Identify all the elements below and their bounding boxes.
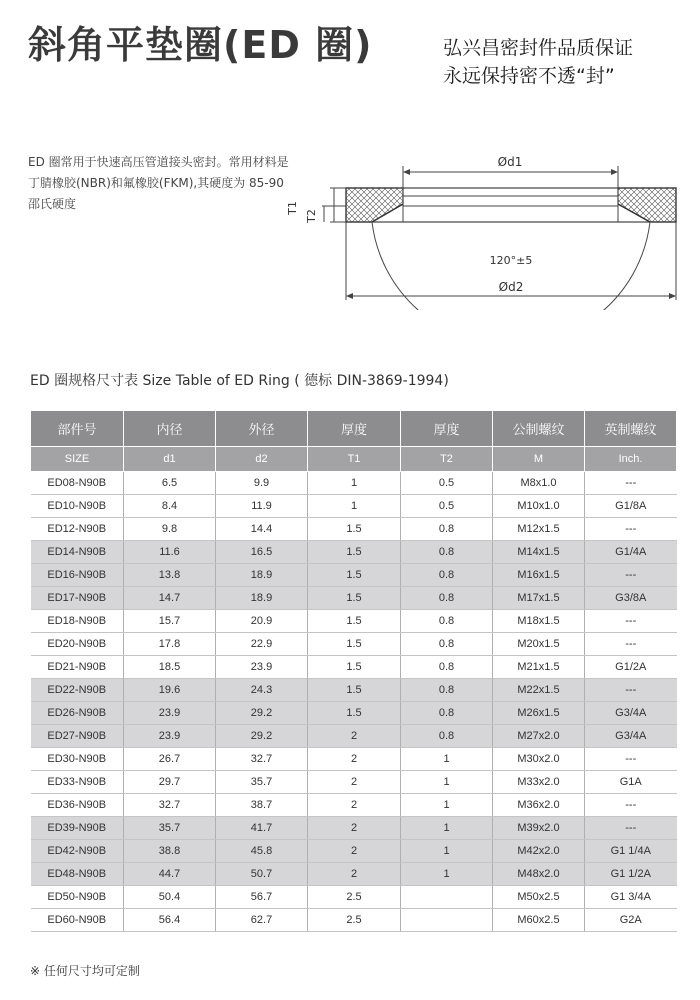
cell-t1: 2 [308,840,401,863]
cell-d2: 23.9 [216,656,308,679]
cell-t2: 0.8 [401,679,493,702]
cell-d2: 18.9 [216,587,308,610]
cell-d2: 41.7 [216,817,308,840]
subheader-d2: d2 [216,447,308,472]
cell-d1: 56.4 [124,909,216,932]
cell-d1: 50.4 [124,886,216,909]
cell-t1: 1.5 [308,564,401,587]
table-row [31,840,677,863]
page-title: 斜角平垫圈(ED 圈) [28,23,373,67]
table-row [31,748,677,771]
cell-t1: 1.5 [308,633,401,656]
cell-inch-thread: G3/4A [585,702,677,725]
label-t2: T2 [305,209,318,223]
cell-d2: 22.9 [216,633,308,656]
cell-inch-thread: --- [585,633,677,656]
cell-part-number: ED12-N90B [31,518,124,541]
cell-metric-thread: M14x1.5 [493,541,585,564]
seal-left-hatched [346,188,403,222]
cell-t1: 2.5 [308,886,401,909]
cell-t1: 1.5 [308,702,401,725]
ed-ring-cross-section-diagram [268,150,688,310]
cell-d2: 29.2 [216,725,308,748]
cell-t2: 0.8 [401,656,493,679]
cell-t2: 1 [401,794,493,817]
cell-inch-thread: --- [585,748,677,771]
cell-t1: 1.5 [308,679,401,702]
cell-part-number: ED21-N90B [31,656,124,679]
cell-t2: 0.8 [401,633,493,656]
cell-t2 [401,886,493,909]
thickness-dimensions [286,188,346,224]
subheader-d1: d1 [124,447,216,472]
cell-metric-thread: M16x1.5 [493,564,585,587]
cell-t2 [401,909,493,932]
cell-d1: 19.6 [124,679,216,702]
cell-d1: 8.4 [124,495,216,518]
cell-t1: 2 [308,817,401,840]
cell-t2: 1 [401,771,493,794]
table-row [31,610,677,633]
label-t1: T1 [286,201,299,215]
table-row [31,564,677,587]
cell-metric-thread: M18x1.5 [493,610,585,633]
table-subheader-row [31,447,677,472]
cell-metric-thread: M42x2.0 [493,840,585,863]
table-row [31,541,677,564]
cell-d2: 45.8 [216,840,308,863]
intro-paragraph: ED 圈常用于快速高压管道接头密封。常用材料是丁腈橡胶(NBR)和氟橡胶(FKM),其硬度为 85-90 邵氏硬度 [28,155,289,211]
cell-part-number: ED27-N90B [31,725,124,748]
cell-part-number: ED39-N90B [31,817,124,840]
cell-d1: 18.5 [124,656,216,679]
size-table [30,410,677,932]
table-row [31,633,677,656]
cell-metric-thread: M33x2.0 [493,771,585,794]
subheader-m: M [493,447,585,472]
cell-t1: 2 [308,863,401,886]
cell-d1: 23.9 [124,702,216,725]
cell-metric-thread: M36x2.0 [493,794,585,817]
cell-t2: 0.8 [401,587,493,610]
header-inch-thread: 英制螺纹 [585,411,677,447]
cell-inch-thread: --- [585,564,677,587]
cell-t2: 0.5 [401,495,493,518]
cell-d2: 29.2 [216,702,308,725]
cell-inch-thread: G1 1/4A [585,840,677,863]
footnote: ※ 任何尺寸均可定制 [30,964,140,978]
cell-t2: 1 [401,748,493,771]
cell-part-number: ED16-N90B [31,564,124,587]
cell-inch-thread: G1/2A [585,656,677,679]
cell-d1: 29.7 [124,771,216,794]
cell-part-number: ED14-N90B [31,541,124,564]
cell-metric-thread: M27x2.0 [493,725,585,748]
cell-t1: 2.5 [308,909,401,932]
cell-inch-thread: --- [585,794,677,817]
table-row [31,518,677,541]
cell-t2: 0.5 [401,472,493,495]
cell-inch-thread: --- [585,817,677,840]
cell-d2: 9.9 [216,472,308,495]
cell-part-number: ED33-N90B [31,771,124,794]
d1-dimension [403,155,618,188]
cell-t1: 1.5 [308,610,401,633]
cell-metric-thread: M12x1.5 [493,518,585,541]
table-title: ED 圈规格尺寸表 Size Table of ED Ring ( 德标 DIN-3869-1994) [30,373,449,389]
cell-t1: 2 [308,725,401,748]
table-row [31,679,677,702]
cell-metric-thread: M50x2.5 [493,886,585,909]
cell-t2: 0.8 [401,610,493,633]
cell-metric-thread: M20x1.5 [493,633,585,656]
cell-inch-thread: --- [585,610,677,633]
slogan [443,34,633,90]
cell-d1: 23.9 [124,725,216,748]
cell-part-number: ED18-N90B [31,610,124,633]
cell-d2: 24.3 [216,679,308,702]
table-row [31,495,677,518]
cell-t2: 0.8 [401,702,493,725]
cell-part-number: ED42-N90B [31,840,124,863]
cell-t1: 1 [308,495,401,518]
cell-d2: 20.9 [216,610,308,633]
header-thickness-t2: 厚度 [401,411,493,447]
cell-t2: 0.8 [401,518,493,541]
cell-d2: 56.7 [216,886,308,909]
subheader-t1: T1 [308,447,401,472]
cell-d2: 14.4 [216,518,308,541]
label-d2: Ød2 [498,280,524,294]
cell-d2: 50.7 [216,863,308,886]
cell-d1: 26.7 [124,748,216,771]
cell-t2: 1 [401,863,493,886]
cell-inch-thread: G1/8A [585,495,677,518]
cell-d2: 32.7 [216,748,308,771]
cell-metric-thread: M22x1.5 [493,679,585,702]
cell-metric-thread: M17x1.5 [493,587,585,610]
cell-inch-thread: G1 1/2A [585,863,677,886]
cell-part-number: ED50-N90B [31,886,124,909]
cell-inch-thread: --- [585,518,677,541]
cell-metric-thread: M30x2.0 [493,748,585,771]
cell-d1: 14.7 [124,587,216,610]
table-row [31,909,677,932]
subheader-size: SIZE [31,447,124,472]
label-d1: Ød1 [497,155,523,169]
cell-t1: 1.5 [308,656,401,679]
cell-part-number: ED10-N90B [31,495,124,518]
header-outer-diameter: 外径 [216,411,308,447]
cell-inch-thread: G2A [585,909,677,932]
cell-d1: 32.7 [124,794,216,817]
cell-t1: 2 [308,748,401,771]
table-row [31,863,677,886]
cell-inch-thread: G1A [585,771,677,794]
angle-arc [372,222,650,310]
cell-metric-thread: M21x1.5 [493,656,585,679]
cell-t2: 0.8 [401,725,493,748]
cell-d1: 38.8 [124,840,216,863]
label-angle: 120°±5 [489,254,533,267]
cell-d1: 15.7 [124,610,216,633]
cell-metric-thread: M39x2.0 [493,817,585,840]
cell-metric-thread: M60x2.5 [493,909,585,932]
cell-d1: 13.8 [124,564,216,587]
cell-d2: 16.5 [216,541,308,564]
table-row [31,656,677,679]
cell-part-number: ED60-N90B [31,909,124,932]
cell-d2: 11.9 [216,495,308,518]
cell-d1: 11.6 [124,541,216,564]
table-row [31,771,677,794]
table-row [31,587,677,610]
table-row [31,886,677,909]
slogan-line-1: 弘兴昌密封件品质保证 [443,37,634,59]
cell-inch-thread: --- [585,472,677,495]
cell-metric-thread: M10x1.0 [493,495,585,518]
cell-t1: 1.5 [308,518,401,541]
header-part-number: 部件号 [31,411,124,447]
cell-metric-thread: M26x1.5 [493,702,585,725]
table-row [31,702,677,725]
cell-d2: 62.7 [216,909,308,932]
table-row [31,472,677,495]
cell-t1: 2 [308,771,401,794]
header-inner-diameter: 内径 [124,411,216,447]
cell-d1: 17.8 [124,633,216,656]
cell-inch-thread: G3/4A [585,725,677,748]
table-row [31,794,677,817]
cell-part-number: ED26-N90B [31,702,124,725]
cell-part-number: ED17-N90B [31,587,124,610]
cell-t2: 0.8 [401,564,493,587]
cell-d1: 35.7 [124,817,216,840]
cell-t1: 1.5 [308,587,401,610]
cell-part-number: ED48-N90B [31,863,124,886]
header-thickness-t1: 厚度 [308,411,401,447]
cell-part-number: ED36-N90B [31,794,124,817]
subheader-t2: T2 [401,447,493,472]
cell-t1: 1 [308,472,401,495]
cell-t2: 1 [401,840,493,863]
cell-inch-thread: G1/4A [585,541,677,564]
cell-metric-thread: M8x1.0 [493,472,585,495]
cell-part-number: ED20-N90B [31,633,124,656]
header-metric-thread: 公制螺纹 [493,411,585,447]
cell-inch-thread: --- [585,679,677,702]
cell-t2: 0.8 [401,541,493,564]
cell-d2: 38.7 [216,794,308,817]
seal-right-hatched [618,188,676,222]
table-row [31,725,677,748]
cell-t2: 1 [401,817,493,840]
cell-d1: 9.8 [124,518,216,541]
cell-part-number: ED30-N90B [31,748,124,771]
table-row [31,817,677,840]
cell-d1: 6.5 [124,472,216,495]
cell-t1: 1.5 [308,541,401,564]
cell-d2: 18.9 [216,564,308,587]
cell-part-number: ED22-N90B [31,679,124,702]
table-body [31,472,677,932]
cell-d2: 35.7 [216,771,308,794]
cell-part-number: ED08-N90B [31,472,124,495]
slogan-line-2: 永远保持密不透“封” [443,65,615,87]
cell-inch-thread: G1 3/4A [585,886,677,909]
cell-t1: 2 [308,794,401,817]
cell-inch-thread: G3/8A [585,587,677,610]
subheader-inch: Inch. [585,447,677,472]
table-header-row [31,411,677,447]
cell-metric-thread: M48x2.0 [493,863,585,886]
cell-d1: 44.7 [124,863,216,886]
